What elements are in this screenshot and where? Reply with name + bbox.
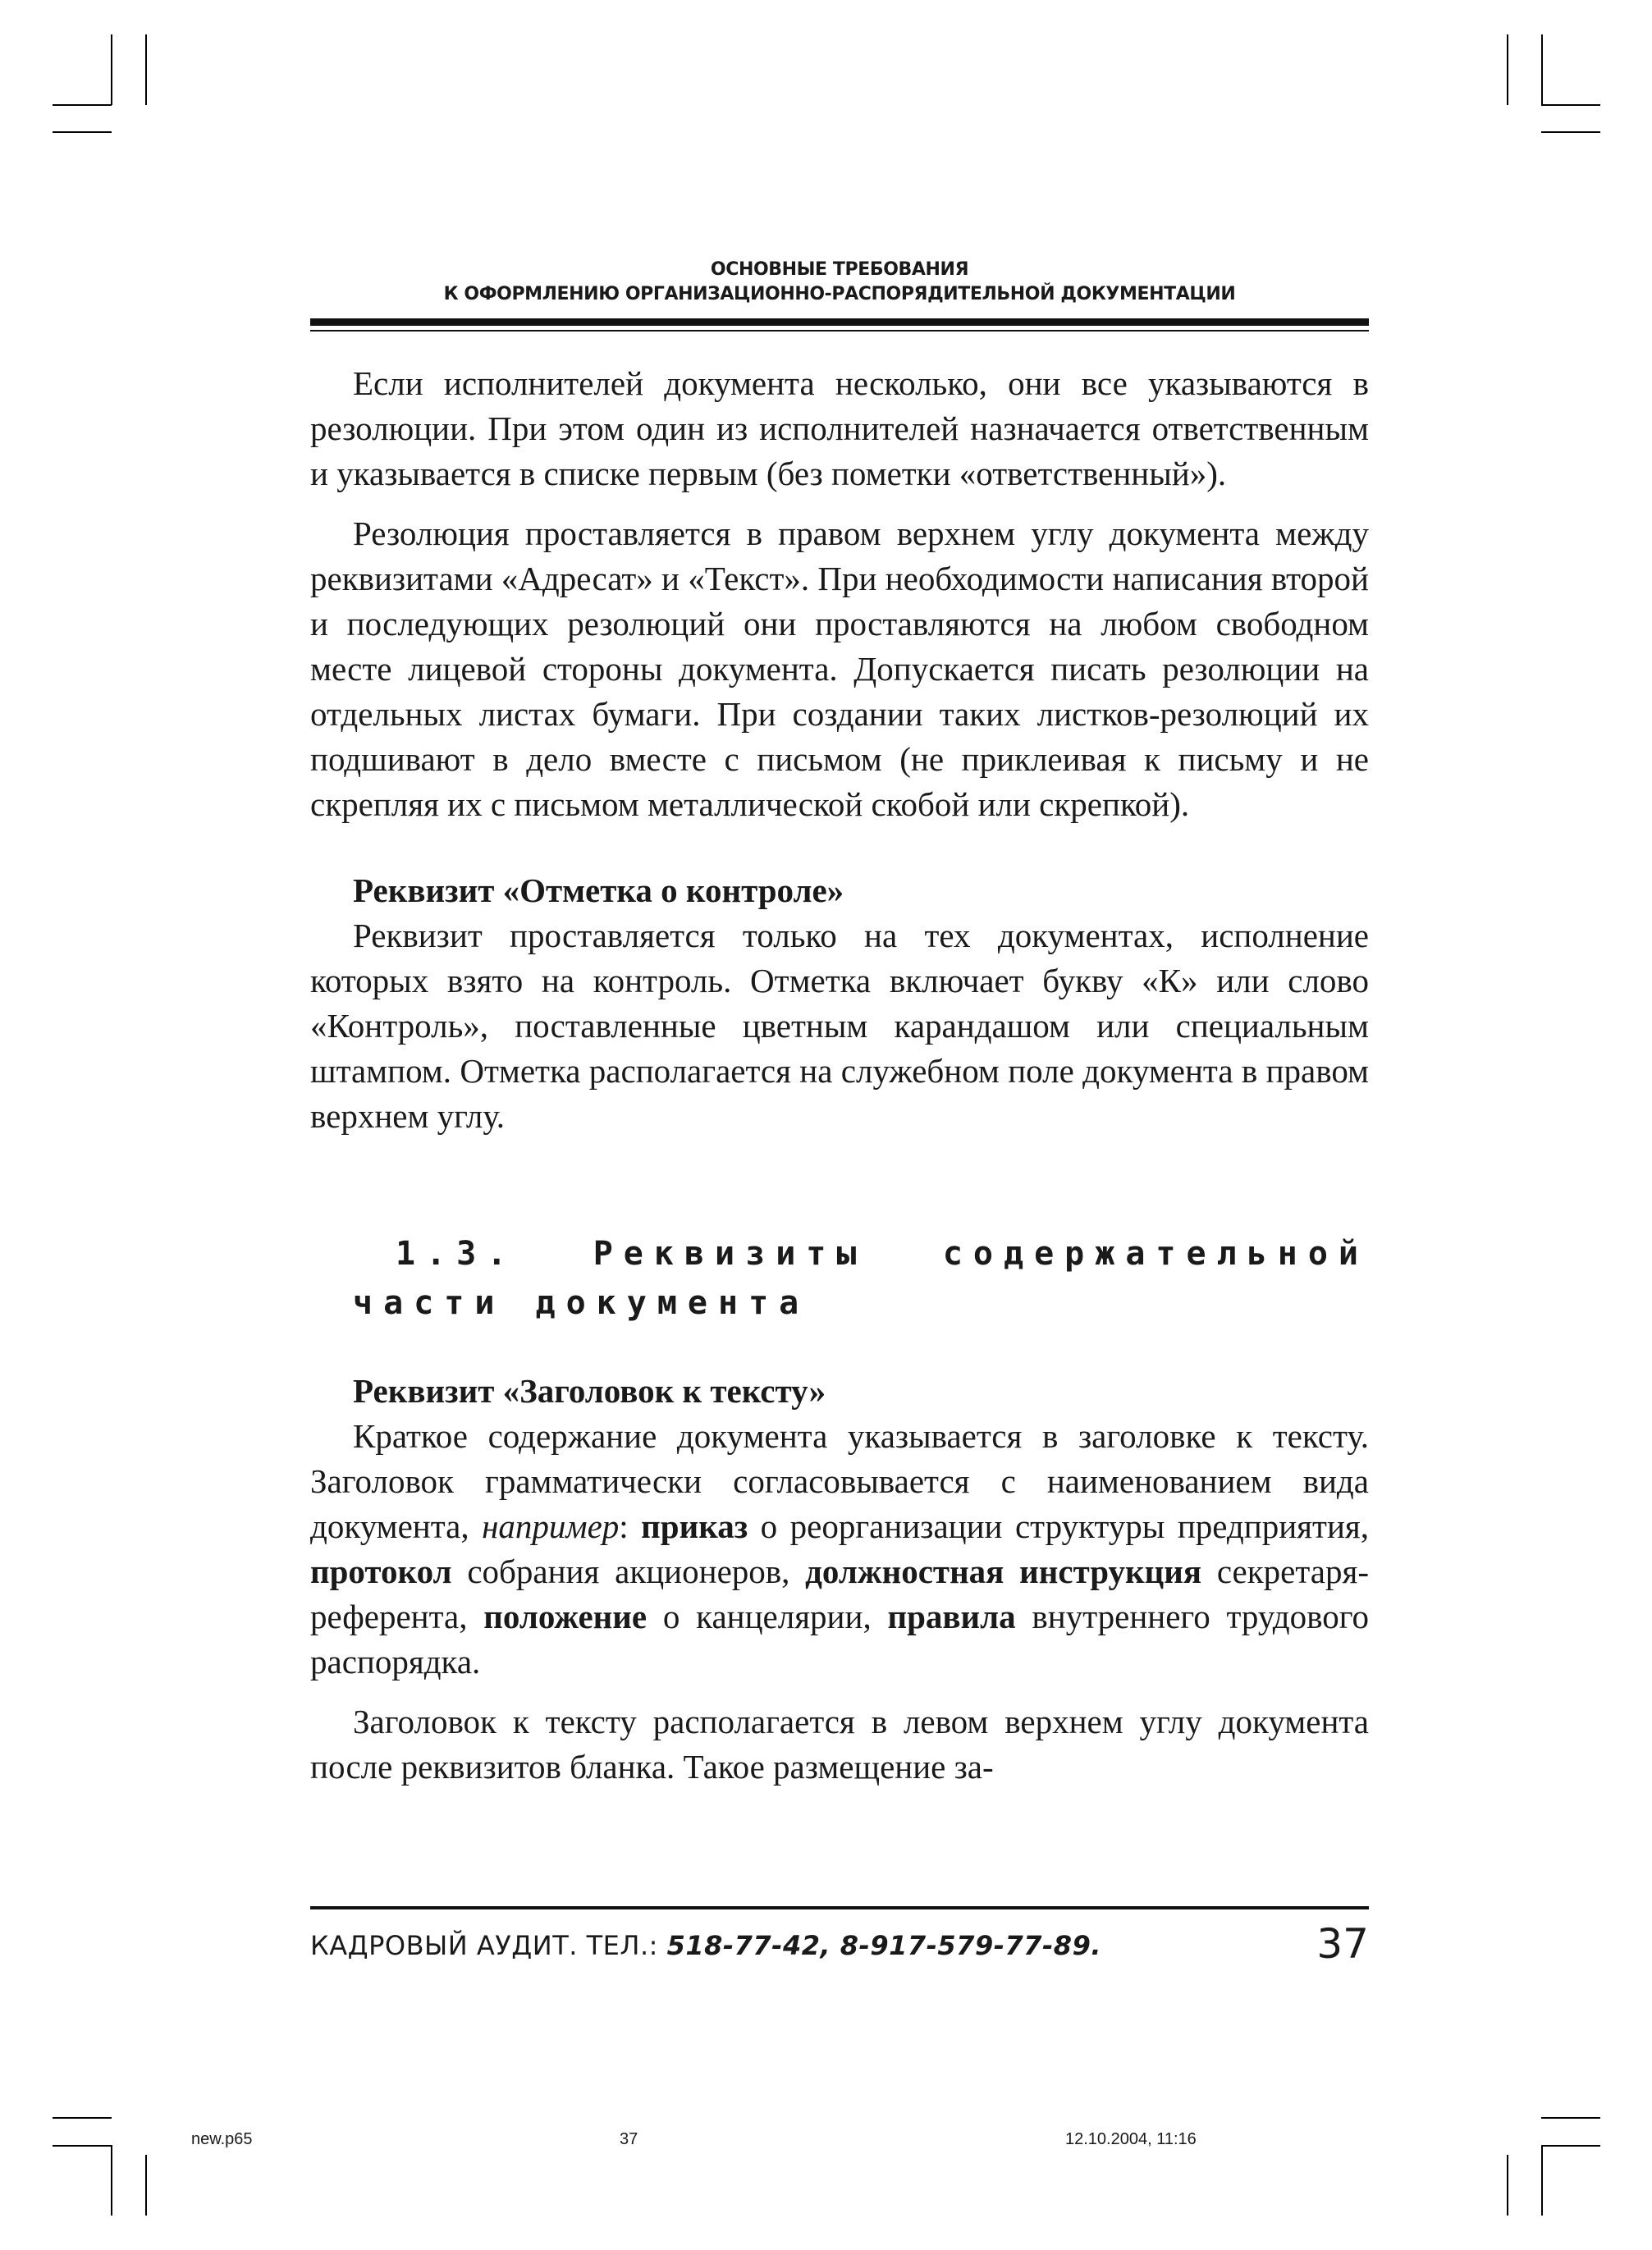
footer-label: КАДРОВЫЙ АУДИТ. ТЕЛ.:	[310, 1930, 667, 1961]
paragraph-text-title	[310, 1414, 1369, 1685]
paragraph-control-mark: Реквизит проставляется только на тех документах, исполнение которых взято на контроль. Отметка включает букву «К» или слово «Контроль», поставленные цветным карандашом или специальным штампом. Отметка располагается на служебном поле документа в правом верхнем углу.	[310, 917, 1369, 1135]
footer-rule	[310, 1906, 1369, 1909]
crop-mark-top-right-h2	[1541, 131, 1600, 133]
running-head-rule-thick	[310, 318, 1369, 326]
crop-mark-bottom-left-h1	[53, 2117, 112, 2119]
text-run: секретаря-референта,	[310, 1553, 1369, 1635]
italic-example: например	[482, 1507, 620, 1545]
text-run: Краткое содержание документа указывается в заголовке к тексту. Заголовок грамматически согласовывается с наименованием вида документа,	[310, 1417, 1369, 1545]
paragraph-resolution: Резолюция проставляется в правом верхнем углу документа между реквизитами «Адресат» и «Текст». При необходимости написания второй и последующих резолюций они проставляются на любом свободном месте лицевой стороны документа. Допускается писать резолюции на отдельных листах бумаги. При создании таких листков-резолюций их подшивают в дело вместе с письмом (не приклеивая к письму и не скрепляя их с письмом металлической скобой или скрепкой).	[310, 514, 1369, 823]
text-run: о реорганизации структуры предприятия,	[748, 1507, 1369, 1545]
footer-contact	[310, 1930, 1101, 1961]
slug-datetime: 12.10.2004, 11:16	[1065, 2130, 1197, 2148]
heading-text-title: Реквизит «Заголовок к тексту»	[353, 1372, 826, 1410]
bold-term-job-description: должностная инструкция	[805, 1553, 1202, 1590]
crop-mark-top-left-v1	[111, 34, 112, 105]
page-number: 37	[1316, 1920, 1369, 1968]
crop-mark-bottom-right-v1	[1507, 2155, 1508, 2216]
footer-phones: 518-77-42, 8-917-579-77-89.	[666, 1930, 1101, 1961]
footer	[310, 1920, 1369, 1969]
slug-page: 37	[620, 2130, 638, 2148]
crop-mark-bottom-right-h1	[1541, 2117, 1600, 2119]
running-head-rule-thin	[310, 330, 1369, 332]
running-head-line-2: К ОФОРМЛЕНИЮ ОРГАНИЗАЦИОННО-РАСПОРЯДИТЕЛЬНОЙ ДОКУМЕНТАЦИИ	[443, 284, 1236, 304]
crop-mark-bottom-right-v2	[1541, 2145, 1543, 2216]
bold-term-rules: правила	[887, 1598, 1016, 1635]
crop-mark-bottom-left-h2	[53, 2145, 112, 2147]
crop-mark-bottom-left-v1	[111, 2145, 112, 2216]
crop-mark-top-right-v2	[1541, 34, 1543, 105]
crop-mark-top-right-h1	[1541, 104, 1600, 106]
running-head	[310, 258, 1369, 307]
slug-file-name: new.p65	[191, 2130, 253, 2148]
crop-mark-top-left-v2	[145, 34, 147, 105]
paragraph-title-placement: Заголовок к тексту располагается в левом верхнем углу документа после реквизитов бланка. Такое размещение за-	[310, 1703, 1369, 1786]
text-run: собрания акционеров,	[451, 1553, 806, 1590]
text-run: внутреннего трудового распорядка.	[310, 1598, 1369, 1681]
page-body	[310, 361, 1369, 1790]
paragraph-executors: Если исполнителей документа несколько, они все указываются в резолюции. При этом один из исполнителей назначается ответственным и указывается в списке первым (без пометки «ответственный»).	[310, 364, 1369, 492]
crop-mark-bottom-left-v2	[145, 2155, 147, 2216]
section-heading: 1.3. Реквизиты содержательной части документа	[353, 1235, 1369, 1322]
crop-mark-top-left-h1	[53, 104, 112, 106]
text-run: :	[619, 1507, 642, 1545]
bold-term-protocol: протокол	[310, 1553, 452, 1590]
text-run: о канцелярии,	[647, 1598, 888, 1635]
bold-term-regulation: положение	[483, 1598, 648, 1635]
running-head-line-1: ОСНОВНЫЕ ТРЕБОВАНИЯ	[710, 259, 969, 280]
crop-mark-top-right-v1	[1507, 34, 1508, 105]
bold-term-order: приказ	[641, 1507, 748, 1545]
crop-mark-bottom-right-h2	[1541, 2145, 1600, 2147]
crop-mark-top-left-h2	[53, 131, 112, 133]
heading-control-mark: Реквизит «Отметка о контроле»	[353, 871, 844, 909]
